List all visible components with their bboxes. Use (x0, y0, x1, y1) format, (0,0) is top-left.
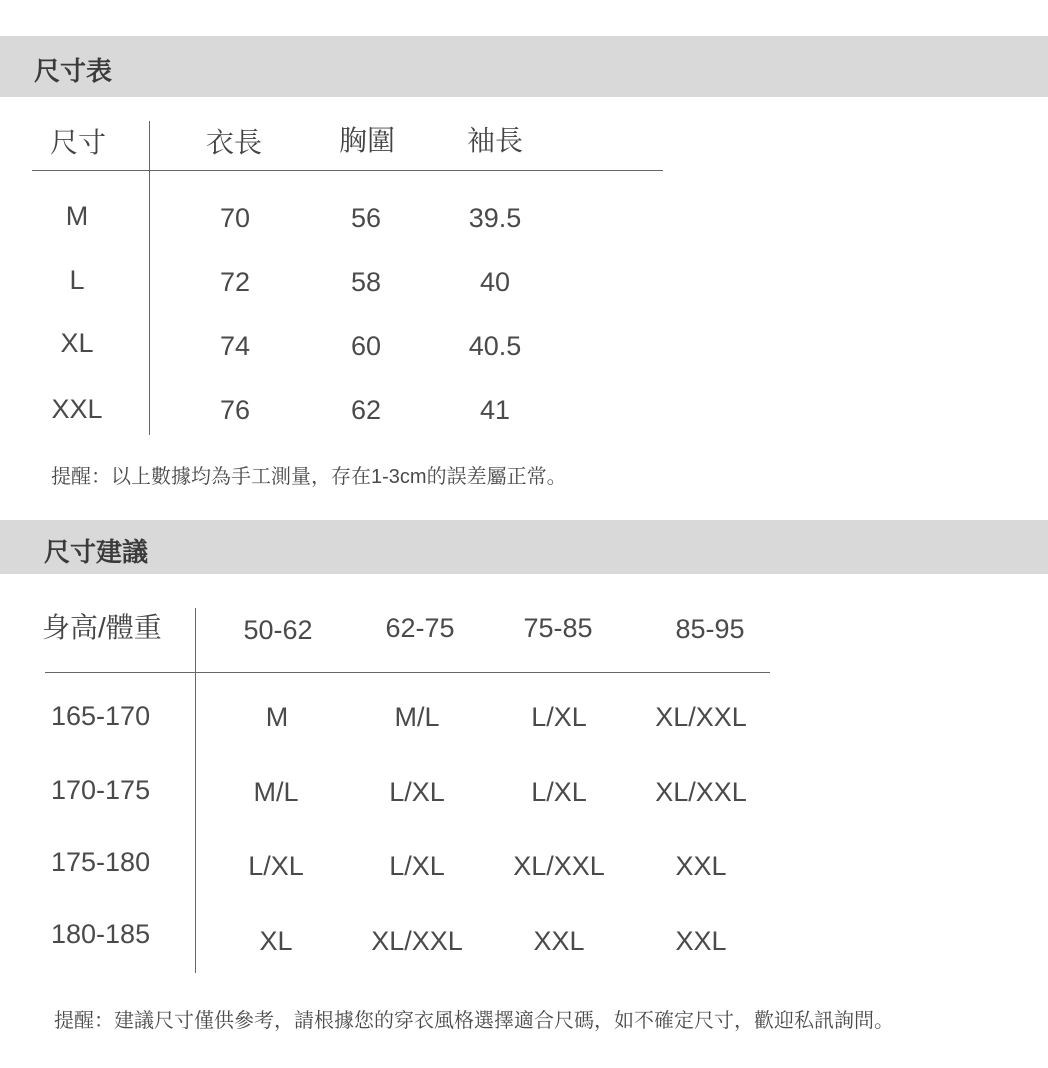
table-cell: XXL (51, 394, 103, 424)
size-chart-column-rule (149, 121, 150, 435)
size-advice-header-band (0, 520, 1048, 574)
table-cell: L/XL (389, 851, 445, 881)
table-cell: 56 (350, 203, 382, 233)
size-advice-height: 175-180 (51, 847, 151, 877)
table-cell: L/XL (248, 851, 304, 881)
table-cell: 60 (350, 331, 382, 361)
table-cell: M (265, 702, 289, 732)
table-cell: XXL (675, 926, 727, 956)
size-advice-header-weight: 85-95 (675, 614, 745, 644)
table-cell: M (65, 201, 89, 231)
table-cell: M/L (394, 702, 440, 732)
size-advice-height: 165-170 (51, 701, 151, 731)
size-advice-header-height-weight: 身高/體重 (42, 612, 162, 643)
size-advice-height: 170-175 (51, 775, 151, 805)
size-chart-note: 提醒：以上數據均為手工測量，存在1-3cm的誤差屬正常。 (51, 466, 567, 488)
size-advice-header-weight: 62-75 (385, 613, 455, 643)
table-cell: 70 (219, 203, 251, 233)
size-advice-header-rule (45, 672, 770, 673)
table-cell: XXL (675, 851, 727, 881)
table-cell: XL (259, 926, 293, 956)
size-advice-title: 尺寸建議 (44, 537, 149, 567)
table-cell: XL/XXL (371, 926, 463, 956)
table-cell: 72 (219, 267, 251, 297)
table-cell: XL/XXL (513, 851, 605, 881)
size-chart-header-rule (32, 170, 663, 171)
size-chart-header-length: 衣長 (205, 127, 263, 158)
table-cell: M/L (253, 777, 299, 807)
table-cell: 58 (350, 267, 382, 297)
table-cell: 40.5 (468, 331, 522, 361)
table-cell: L/XL (531, 777, 587, 807)
size-chart-title: 尺寸表 (34, 56, 113, 86)
size-chart-header-size: 尺寸 (49, 127, 107, 158)
table-cell: XL/XXL (655, 777, 747, 807)
size-advice-header-weight: 75-85 (523, 613, 593, 643)
size-chart-header-sleeve: 袖長 (466, 125, 524, 156)
table-cell: L/XL (531, 702, 587, 732)
size-advice-column-rule (195, 608, 196, 973)
table-cell: 62 (350, 395, 382, 425)
table-cell: 41 (479, 395, 511, 425)
size-advice-note: 提醒：建議尺寸僅供參考，請根據您的穿衣風格選擇適合尺碼，如不確定尺寸，歡迎私訊詢問。 (54, 1010, 894, 1032)
size-advice-header-weight: 50-62 (243, 615, 313, 645)
table-cell: 74 (219, 331, 251, 361)
size-chart-header-chest: 胸圍 (338, 125, 396, 156)
size-chart-header-band (0, 36, 1048, 97)
table-cell: XL (60, 328, 94, 358)
table-cell: 39.5 (468, 203, 522, 233)
table-cell: 76 (219, 395, 251, 425)
table-cell: XL/XXL (655, 702, 747, 732)
table-cell: 40 (479, 267, 511, 297)
table-cell: L (69, 265, 85, 295)
table-cell: XXL (533, 926, 585, 956)
size-advice-height: 180-185 (51, 919, 151, 949)
table-cell: L/XL (389, 777, 445, 807)
